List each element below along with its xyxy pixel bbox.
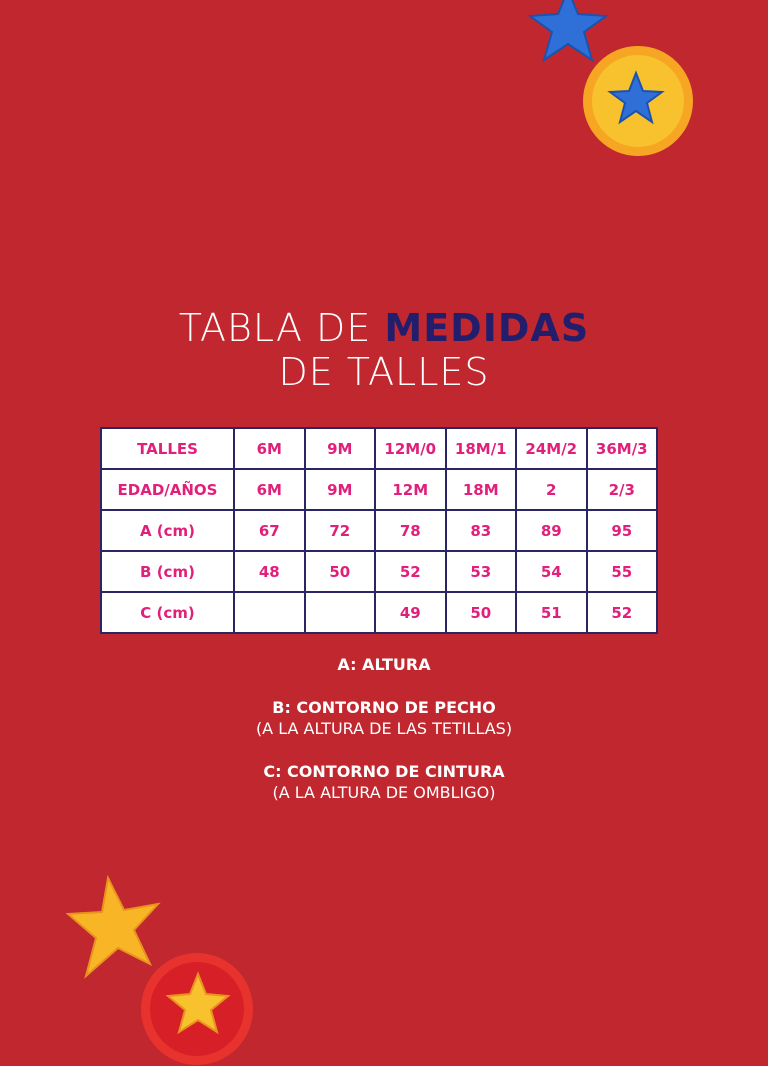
- table-row: [101, 551, 657, 592]
- row-label: TALLES: [101, 428, 234, 469]
- table-row: [101, 592, 657, 633]
- title-line-2: DE TALLES: [278, 350, 490, 394]
- legend-c: C: CONTORNO DE CINTURA: [263, 762, 505, 781]
- table-cell: 67: [234, 510, 305, 551]
- page-title: [0, 306, 768, 394]
- table-cell: 83: [446, 510, 517, 551]
- table-cell: 36M/3: [587, 428, 658, 469]
- title-highlight: MEDIDAS: [384, 306, 590, 350]
- table-cell: 54: [516, 551, 587, 592]
- table-cell: 24M/2: [516, 428, 587, 469]
- table-cell: 50: [305, 551, 376, 592]
- table-cell: 12M/0: [375, 428, 446, 469]
- table-cell: 49: [375, 592, 446, 633]
- legend-a: A: ALTURA: [337, 655, 431, 674]
- legend-c-note: (A LA ALTURA DE OMBLIGO): [272, 783, 496, 802]
- table-cell: 95: [587, 510, 658, 551]
- row-label: B (cm): [101, 551, 234, 592]
- table-cell: 51: [516, 592, 587, 633]
- row-label: C (cm): [101, 592, 234, 633]
- legend-b: B: CONTORNO DE PECHO: [272, 698, 496, 717]
- table-cell: 72: [305, 510, 376, 551]
- table-cell: 48: [234, 551, 305, 592]
- table-cell: 6M: [234, 469, 305, 510]
- table-cell: 78: [375, 510, 446, 551]
- table-row: [101, 510, 657, 551]
- table-cell: 53: [446, 551, 517, 592]
- table-cell: 12M: [375, 469, 446, 510]
- title-line-1: [0, 306, 768, 350]
- table-cell: 55: [587, 551, 658, 592]
- table-cell: 18M/1: [446, 428, 517, 469]
- table-cell: [305, 592, 376, 633]
- table-cell: 6M: [234, 428, 305, 469]
- table-cell: 18M: [446, 469, 517, 510]
- table-cell: 9M: [305, 469, 376, 510]
- table-cell: 89: [516, 510, 587, 551]
- table-cell: [234, 592, 305, 633]
- table-cell: 52: [587, 592, 658, 633]
- table-cell: 9M: [305, 428, 376, 469]
- table-cell: 50: [446, 592, 517, 633]
- title-prefix: TABLA DE: [178, 306, 385, 350]
- row-label: EDAD/AÑOS: [101, 469, 234, 510]
- legend-b-note: (A LA ALTURA DE LAS TETILLAS): [255, 719, 513, 738]
- size-table: [100, 427, 658, 634]
- row-label: A (cm): [101, 510, 234, 551]
- measurement-legend: [0, 654, 768, 803]
- table-row: [101, 469, 657, 510]
- yellow-coin-icon: [582, 45, 694, 157]
- red-coin-icon: [140, 952, 254, 1066]
- table-cell: 2/3: [587, 469, 658, 510]
- table-cell: 2: [516, 469, 587, 510]
- table-cell: 52: [375, 551, 446, 592]
- table-row: [101, 428, 657, 469]
